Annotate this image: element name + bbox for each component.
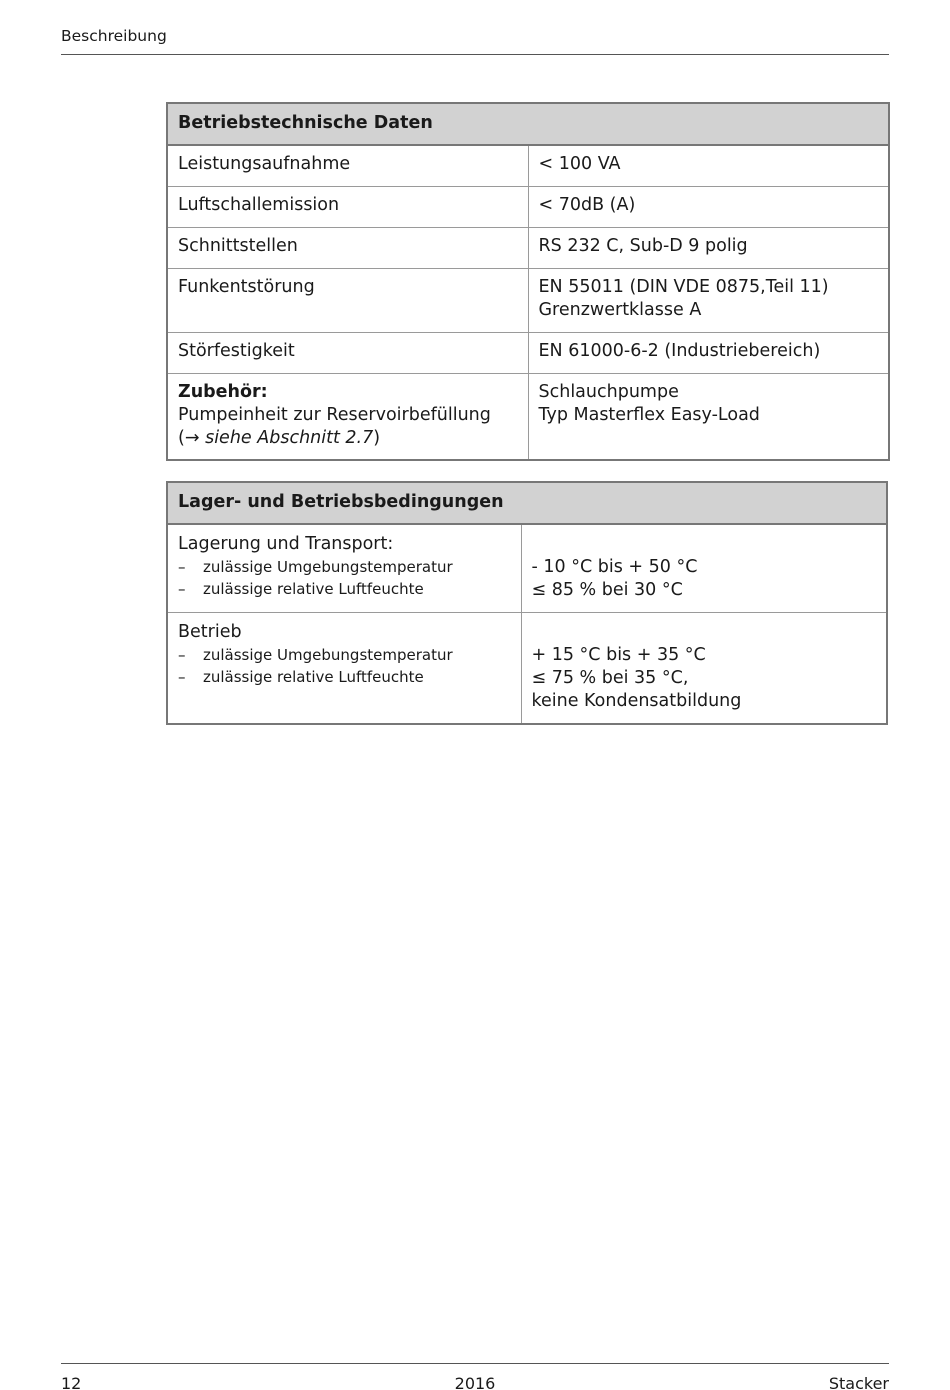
- table-title: Betriebstechnische Daten: [167, 103, 889, 145]
- row-label: Störfestigkeit: [167, 332, 528, 373]
- row-label: Funkentstörung: [167, 268, 528, 332]
- table-title: Lager- und Betriebsbedingungen: [167, 482, 887, 524]
- row-label: [167, 524, 521, 613]
- table-row: [167, 332, 889, 373]
- page-header: [61, 26, 889, 55]
- value-line: - 10 °C bis + 50 °C: [531, 557, 698, 577]
- section-title: Beschreibung: [61, 27, 167, 45]
- row-label: [167, 613, 521, 725]
- dash-bullet: –: [178, 668, 186, 686]
- value-line: Schlauchpumpe: [538, 381, 679, 402]
- value-line: Typ Masterflex Easy-Load: [538, 404, 760, 425]
- list-item-text: zulässige relative Luftfeuchte: [203, 668, 424, 686]
- row-value: [528, 268, 889, 332]
- list-item-text: zulässige relative Luftfeuchte: [203, 580, 424, 598]
- ref-close: ): [373, 427, 381, 448]
- label-line: Pumpeinheit zur Reservoirbefüllung: [178, 404, 491, 425]
- list-item: [178, 556, 511, 578]
- value-line: ≤ 75 % bei 35 °C,: [531, 668, 689, 688]
- row-value: EN 61000-6-2 (Industriebereich): [528, 332, 889, 373]
- row-value: [521, 524, 887, 613]
- value-line: EN 55011 (DIN VDE 0875,Teil 11): [538, 276, 829, 297]
- table-row: [167, 268, 889, 332]
- table-row: [167, 524, 887, 613]
- accessory-heading: Zubehör:: [178, 381, 268, 402]
- row-label: Leistungsaufnahme: [167, 145, 528, 186]
- value-line: Grenzwertklasse A: [538, 299, 702, 320]
- section-reference: [178, 427, 518, 450]
- row-value: [521, 613, 887, 725]
- row-label: [167, 373, 528, 460]
- ref-open: (: [178, 427, 185, 448]
- footer-year: 2016: [454, 1374, 496, 1390]
- row-label: Schnittstellen: [167, 227, 528, 268]
- row-value: [528, 373, 889, 460]
- condition-heading: Betrieb: [178, 622, 242, 642]
- table-row: [167, 186, 889, 227]
- table-row: [167, 373, 889, 460]
- list-item-text: zulässige Umgebungstemperatur: [203, 646, 453, 664]
- page-number: 12: [61, 1374, 82, 1390]
- dash-bullet: –: [178, 558, 186, 576]
- list-item: [178, 644, 511, 666]
- dash-bullet: –: [178, 646, 186, 664]
- table-row: [167, 145, 889, 186]
- table-row: [167, 613, 887, 725]
- arrow-right-icon: →: [184, 427, 200, 448]
- value-line: + 15 °C bis + 35 °C: [531, 645, 706, 665]
- ref-text: siehe Abschnitt 2.7: [205, 427, 374, 448]
- row-value: < 100 VA: [528, 145, 889, 186]
- page-footer: [61, 1363, 889, 1390]
- value-line: keine Kondensatbildung: [531, 691, 742, 711]
- condition-heading: Lagerung und Transport:: [178, 534, 394, 554]
- row-label: Luftschallemission: [167, 186, 528, 227]
- footer-product: Stacker: [828, 1374, 889, 1390]
- row-value: < 70dB (A): [528, 186, 889, 227]
- storage-conditions-table: [166, 481, 888, 725]
- list-item: [178, 666, 511, 688]
- value-line: ≤ 85 % bei 30 °C: [531, 580, 683, 600]
- table-row: [167, 227, 889, 268]
- list-item-text: zulässige Umgebungstemperatur: [203, 558, 453, 576]
- row-value: RS 232 C, Sub-D 9 polig: [528, 227, 889, 268]
- operating-data-table: [166, 102, 890, 461]
- dash-bullet: –: [178, 580, 186, 598]
- list-item: [178, 578, 511, 600]
